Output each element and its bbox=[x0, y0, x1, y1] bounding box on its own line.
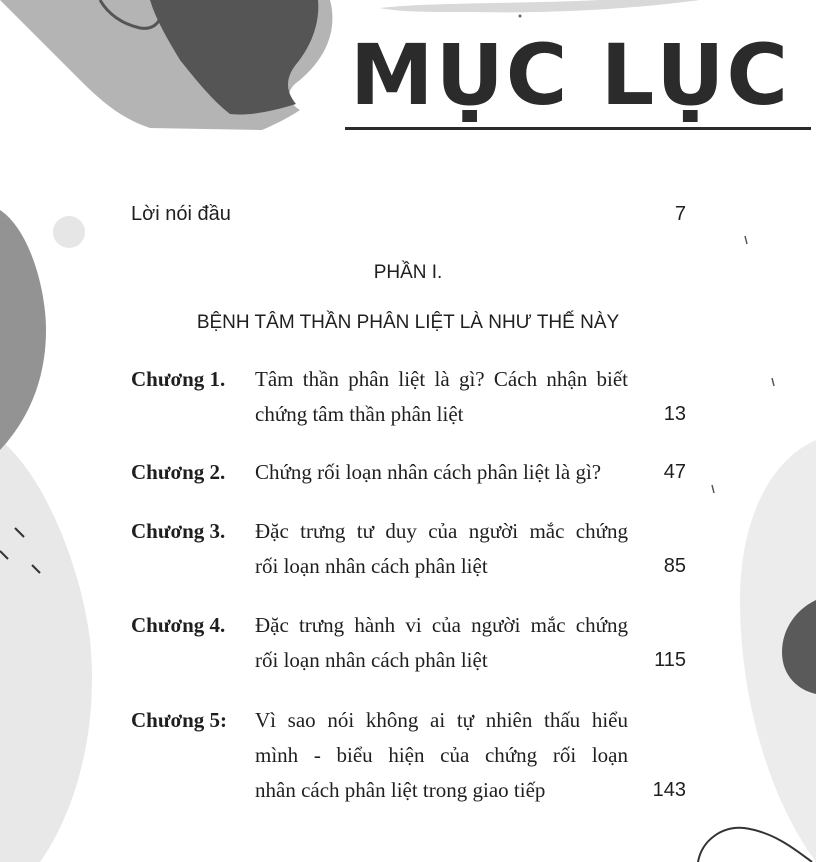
chapter-title-line: chứng tâm thần phân liệt bbox=[255, 402, 464, 426]
chapter-label: Chương 5: bbox=[131, 708, 227, 732]
chapter-title-line: Vì sao nói không ai tự nhiên thấu hiểu bbox=[255, 708, 628, 732]
preface-label: Lời nói đầu bbox=[131, 203, 231, 225]
chapter-title-line: nhân cách phân liệt trong giao tiếp bbox=[255, 778, 546, 802]
chapter-label: Chương 1. bbox=[131, 367, 226, 391]
tick-mark bbox=[712, 485, 714, 493]
chapter-title bbox=[255, 362, 628, 432]
chapter-label: Chương 4. bbox=[131, 613, 226, 637]
chapter-page-number: 47 bbox=[663, 461, 686, 483]
title-underline bbox=[345, 127, 811, 130]
left-blob-mid bbox=[0, 210, 46, 450]
part-title: PHẦN I. bbox=[373, 262, 443, 283]
brush-dot bbox=[519, 15, 522, 18]
small-circle bbox=[53, 216, 85, 248]
chapter-title-line: rối loạn nhân cách phân liệt bbox=[255, 648, 488, 672]
chapter-page-number: 13 bbox=[663, 403, 686, 425]
part-subtitle: BỆNH TÂM THẦN PHÂN LIỆT LÀ NHƯ THẾ NÀY bbox=[196, 312, 620, 333]
chapter-title bbox=[255, 514, 628, 584]
chapter-title bbox=[255, 608, 628, 678]
chapter-title bbox=[255, 703, 628, 808]
chapter-title-line: Đặc trưng hành vi của người mắc chứng bbox=[255, 613, 628, 637]
chapter-title-line: Tâm thần phân liệt là gì? Cách nhận biết bbox=[255, 367, 628, 391]
chapter-page-number: 115 bbox=[654, 649, 686, 671]
chapter-label: Chương 3. bbox=[131, 519, 226, 543]
tick-mark bbox=[745, 236, 747, 244]
chapter-page-number: 143 bbox=[652, 779, 686, 801]
chapter-label: Chương 2. bbox=[131, 460, 226, 484]
page-title: MỤC LỤC bbox=[350, 26, 791, 124]
left-blob-light bbox=[0, 440, 92, 862]
brush-stroke-top bbox=[380, 0, 700, 12]
chapter-title-line: rối loạn nhân cách phân liệt bbox=[255, 554, 488, 578]
bottom-right-arc bbox=[698, 828, 812, 862]
chapter-page-number: 85 bbox=[663, 555, 686, 577]
tick-mark bbox=[772, 378, 774, 386]
chapter-title bbox=[255, 455, 655, 490]
chapter-title-line: Đặc trưng tư duy của người mắc chứng bbox=[255, 519, 628, 543]
preface-page-number: 7 bbox=[674, 203, 686, 225]
chapter-title-line: Chứng rối loạn nhân cách phân liệt là gì? bbox=[255, 460, 602, 484]
chapter-title-line: mình - biểu hiện của chứng rối loạn bbox=[255, 743, 628, 767]
